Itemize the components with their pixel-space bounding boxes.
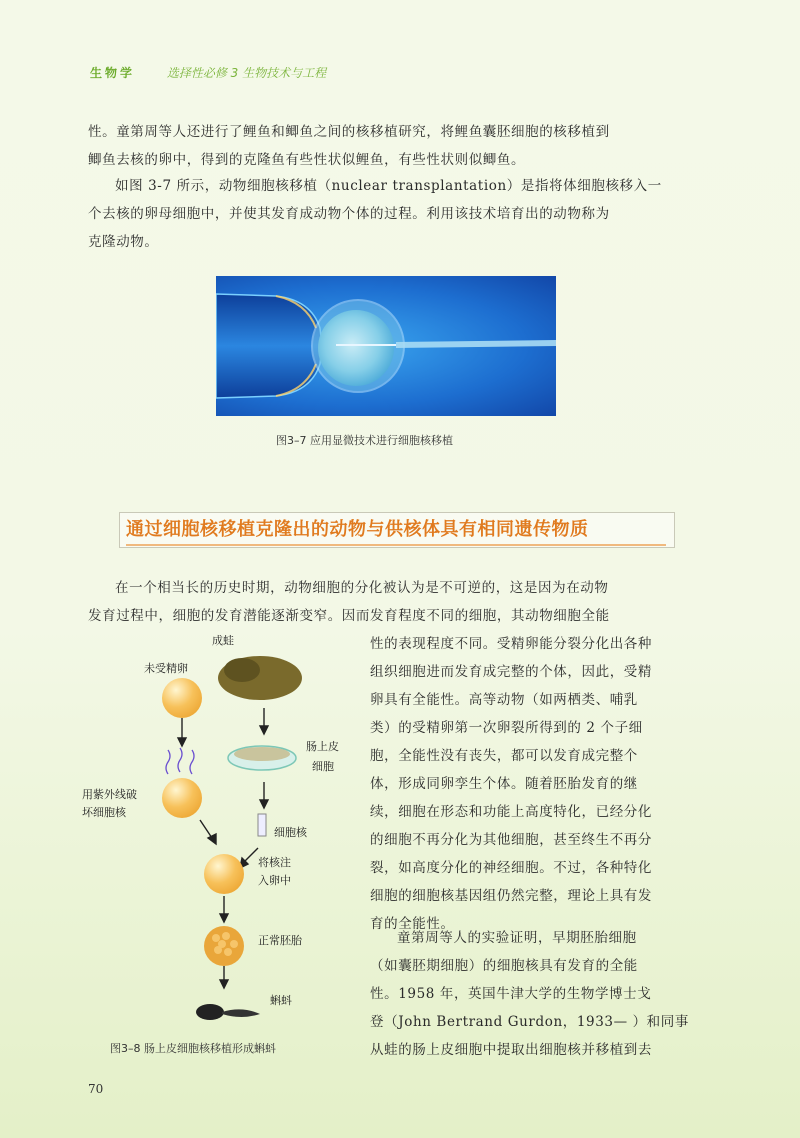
- text-line: 鲫鱼去核的卵中，得到的克隆鱼有些性状似鲤鱼，有些性状则似鲫鱼。: [88, 152, 526, 168]
- text-line: 性的表现程度不同。受精卵能分裂分化出各种: [370, 636, 652, 652]
- label-tadpole: 蝌蚪: [270, 994, 292, 1007]
- micrograph-nuclear-transfer: [216, 276, 556, 416]
- page-header: [90, 64, 326, 81]
- text-line: 细胞的细胞核基因组仍然完整，理论上具有发: [370, 888, 652, 904]
- figure-3-7-caption: 图3–7 应用显微技术进行细胞核移植: [276, 434, 453, 447]
- header-series: 选择性必修 3 生物技术与工程: [166, 66, 327, 80]
- injected-egg: [204, 854, 244, 894]
- figure-3-8-diagram: [82, 630, 352, 1040]
- unfertilized-egg: [162, 678, 202, 718]
- text-line: 裂，如高度分化的神经细胞。不过，各种特化: [370, 860, 652, 876]
- text-line: 体，形成同卵孪生个体。随着胚胎发育的继: [370, 776, 638, 792]
- section-title: 通过细胞核移植克隆出的动物与供核体具有相同遗传物质: [126, 518, 666, 546]
- text-line: 性。1958 年，英国牛津大学的生物学博士戈: [370, 986, 652, 1002]
- paragraph-2: [88, 172, 700, 256]
- text-line: 组织细胞进而发育成完整的个体，因此，受精: [370, 664, 652, 680]
- label-epi-1: 肠上皮: [306, 740, 339, 753]
- label-epi-2: 细胞: [312, 760, 334, 773]
- tadpole-body: [196, 1004, 224, 1020]
- text-line: （如囊胚期细胞）的细胞核具有发育的全能: [370, 958, 638, 974]
- text-line: 卵具有全能性。高等动物（如两栖类、哺乳: [370, 692, 638, 708]
- micrograph-illustration: [216, 276, 556, 416]
- enucleated-egg: [162, 778, 202, 818]
- text-line: 童第周等人的实验证明，早期胚胎细胞: [397, 930, 637, 946]
- page-number: 70: [88, 1082, 104, 1096]
- label-nucleus: 细胞核: [274, 826, 307, 839]
- text-line: 续，细胞在形态和功能上高度特化，已经分化: [370, 804, 652, 820]
- label-uv-2: 坏细胞核: [82, 806, 126, 819]
- text-line: 发育过程中，细胞的发育潜能逐渐变窄。因而发育程度不同的细胞，其动物细胞全能: [88, 608, 610, 624]
- text-line: 在一个相当长的历史时期，动物细胞的分化被认为是不可逆的，这是因为在动物: [115, 580, 609, 596]
- text-line: 育的全能性。: [370, 916, 455, 932]
- label-inject-2: 入卵中: [258, 874, 291, 887]
- text-line: 类）的受精卵第一次卵裂所得到的 2 个子细: [370, 720, 643, 736]
- text-line: 性。童第周等人还进行了鲤鱼和鲫鱼之间的核移植研究，将鲤鱼囊胚细胞的核移植到: [88, 124, 610, 140]
- text-line: 克隆动物。: [88, 234, 159, 250]
- text-line: 的细胞不再分化为其他细胞，甚至终生不再分: [370, 832, 652, 848]
- figure-3-8-caption: 图3–8 肠上皮细胞核移植形成蝌蚪: [110, 1042, 276, 1055]
- text-line: 个去核的卵母细胞中，并使其发育成动物个体的过程。利用该技术培育出的动物称为: [88, 206, 610, 222]
- label-egg: 未受精卵: [144, 662, 188, 675]
- text-line: 登（John Bertrand Gurdon，1933— ）和同事: [370, 1014, 689, 1030]
- text-line: 如图 3-7 所示，动物细胞核移植（nuclear transplantation）是指将体细胞核移入一: [115, 178, 662, 194]
- paragraph-3: [88, 574, 700, 630]
- label-frog: 成蛙: [212, 634, 234, 647]
- label-inject-1: 将核注: [258, 856, 291, 869]
- label-uv-1: 用紫外线破: [82, 788, 137, 801]
- label-embryo: 正常胚胎: [258, 934, 302, 947]
- paragraph-1: [88, 118, 700, 174]
- tube: [258, 814, 266, 836]
- text-line: 胞，全能性没有丧失，都可以发育成完整个: [370, 748, 638, 764]
- diagram-arrows: [82, 630, 352, 1040]
- text-line: 从蛙的肠上皮细胞中提取出细胞核并移植到去: [370, 1042, 652, 1058]
- header-subject: 生物学: [90, 66, 136, 80]
